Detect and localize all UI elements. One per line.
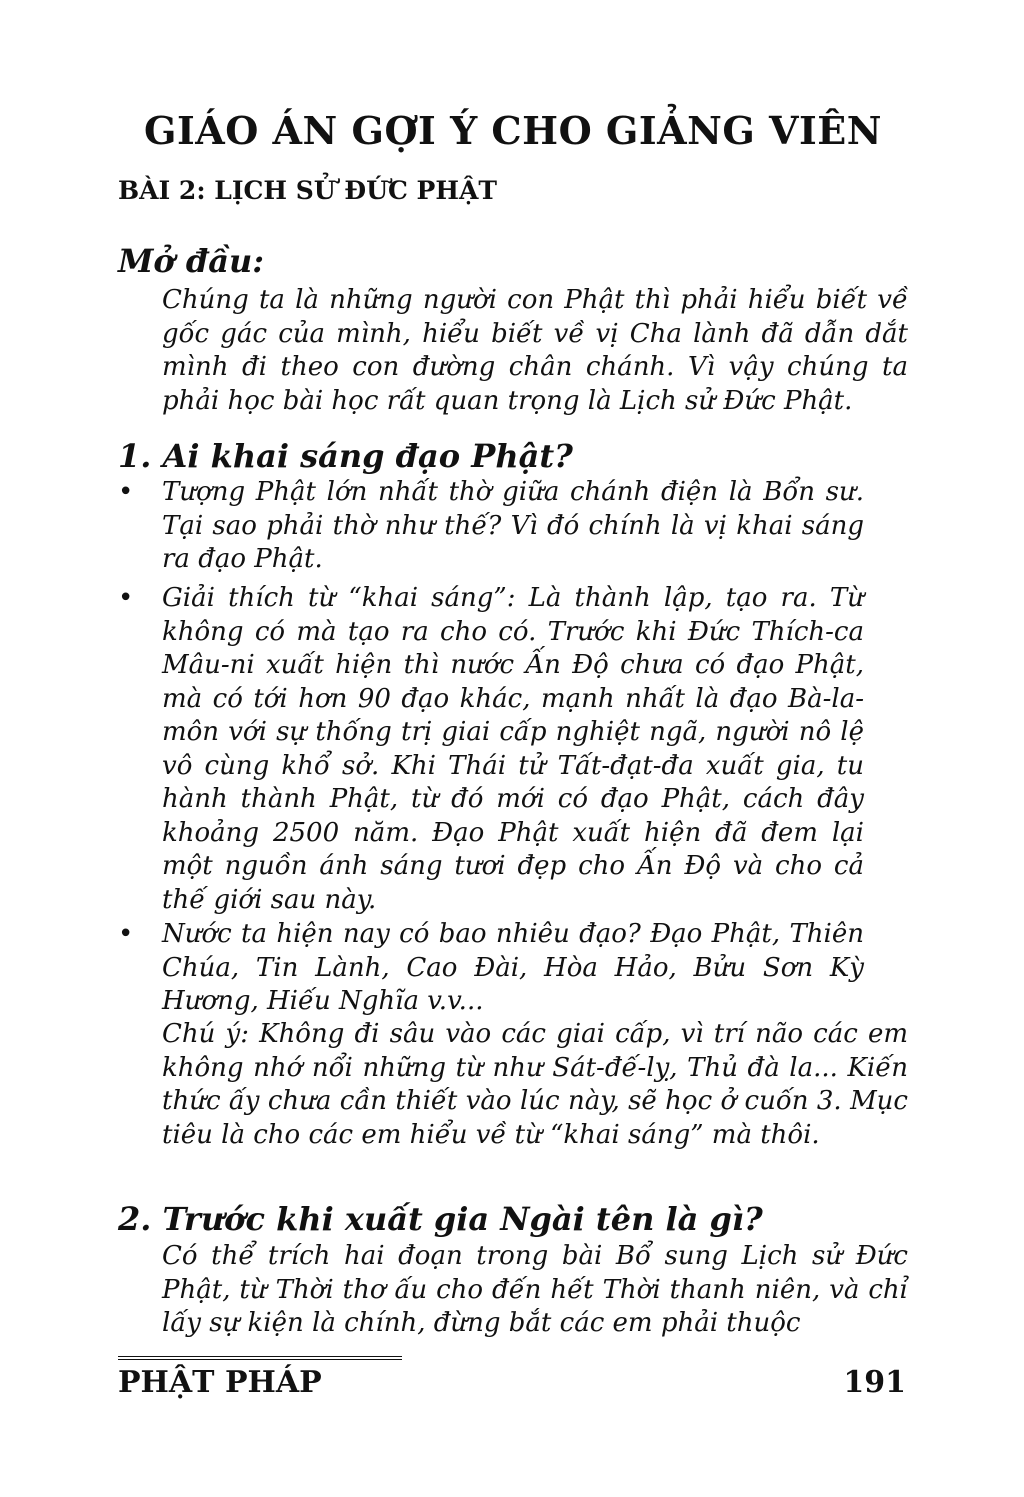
intro-heading: Mở đầu:: [118, 242, 265, 280]
section-2-heading: 2. Trước khi xuất gia Ngài tên là gì?: [118, 1200, 763, 1238]
page-number: 191: [843, 1365, 906, 1400]
list-item-text: Nước ta hiện nay có bao nhiêu đạo? Đạo Phật, Thiên Chúa, Tin Lành, Cao Đài, Hòa Hảo, Bửu Sơn Kỳ Hương, Hiếu Nghĩa v.v...: [162, 919, 864, 1016]
note-paragraph: Chú ý: Không đi sâu vào các giai cấp, vì trí não các em không nhớ nổi những từ như Sát-đế-lỵ, Thủ đà la... Kiến thức ấy chưa cần thiết vào lúc này, sẽ học ở cuốn 3. Mục tiêu là cho các em hiểu về từ “khai sáng” mà thôi.: [162, 1019, 908, 1150]
intro-paragraph: Chúng ta là những người con Phật thì phải hiểu biết về gốc gác của mình, hiểu biết về vị Cha lành đã dẫn dắt mình đi theo con đường chân chánh. Vì vậy chúng ta phải học bài học rất quan trọng là Lịch sử Đức Phật.: [162, 285, 908, 416]
section-2-paragraph: Có thể trích hai đoạn trong bài Bổ sung Lịch sử Đức Phật, từ Thời thơ ấu cho đến hết Thời thanh niên, và chỉ lấy sự kiện là chính, đừng bắt các em phải thuộc: [162, 1241, 908, 1338]
page-title: GIÁO ÁN GỢI Ý CHO GIẢNG VIÊN: [144, 108, 882, 153]
bullet-icon: •: [118, 583, 134, 613]
list-item: [118, 476, 864, 577]
list-item-text: Tượng Phật lớn nhất thờ giữa chánh điện là Bổn sư. Tại sao phải thờ như thế? Vì đó chính là vị khai sáng ra đạo Phật.: [162, 477, 864, 574]
list-item-text: Giải thích từ “khai sáng”: Là thành lập, tạo ra. Từ không có mà tạo ra cho có. Trước khi Đức Thích-ca Mâu-ni xuất hiện thì nước Ấn Độ chưa có đạo Phật, mà có tới hơn 90 đạo khác, mạnh nhất là đạo Bà-la-môn với sự thống trị giai cấp nghiệt ngã, người nô lệ vô cùng khổ sở. Khi Thái tử Tất-đạt-đa xuất gia, tu hành thành Phật, từ đó mới có đạo Phật, cách đây khoảng 2500 năm. Đạo Phật xuất hiện đã đem lại một nguồn ánh sáng tươi đẹp cho Ấn Độ và cho cả thế giới sau này.: [162, 583, 864, 915]
section-1-heading: 1. Ai khai sáng đạo Phật?: [118, 437, 573, 475]
bullet-icon: •: [118, 477, 134, 507]
footer-book-title: PHẬT PHÁP: [118, 1365, 322, 1400]
list-item: [118, 582, 864, 917]
footer-divider: [118, 1356, 402, 1360]
bullet-icon: •: [118, 919, 134, 949]
list-item: [118, 918, 864, 1019]
lesson-title: BÀI 2: LỊCH SỬ ĐỨC PHẬT: [118, 176, 497, 205]
